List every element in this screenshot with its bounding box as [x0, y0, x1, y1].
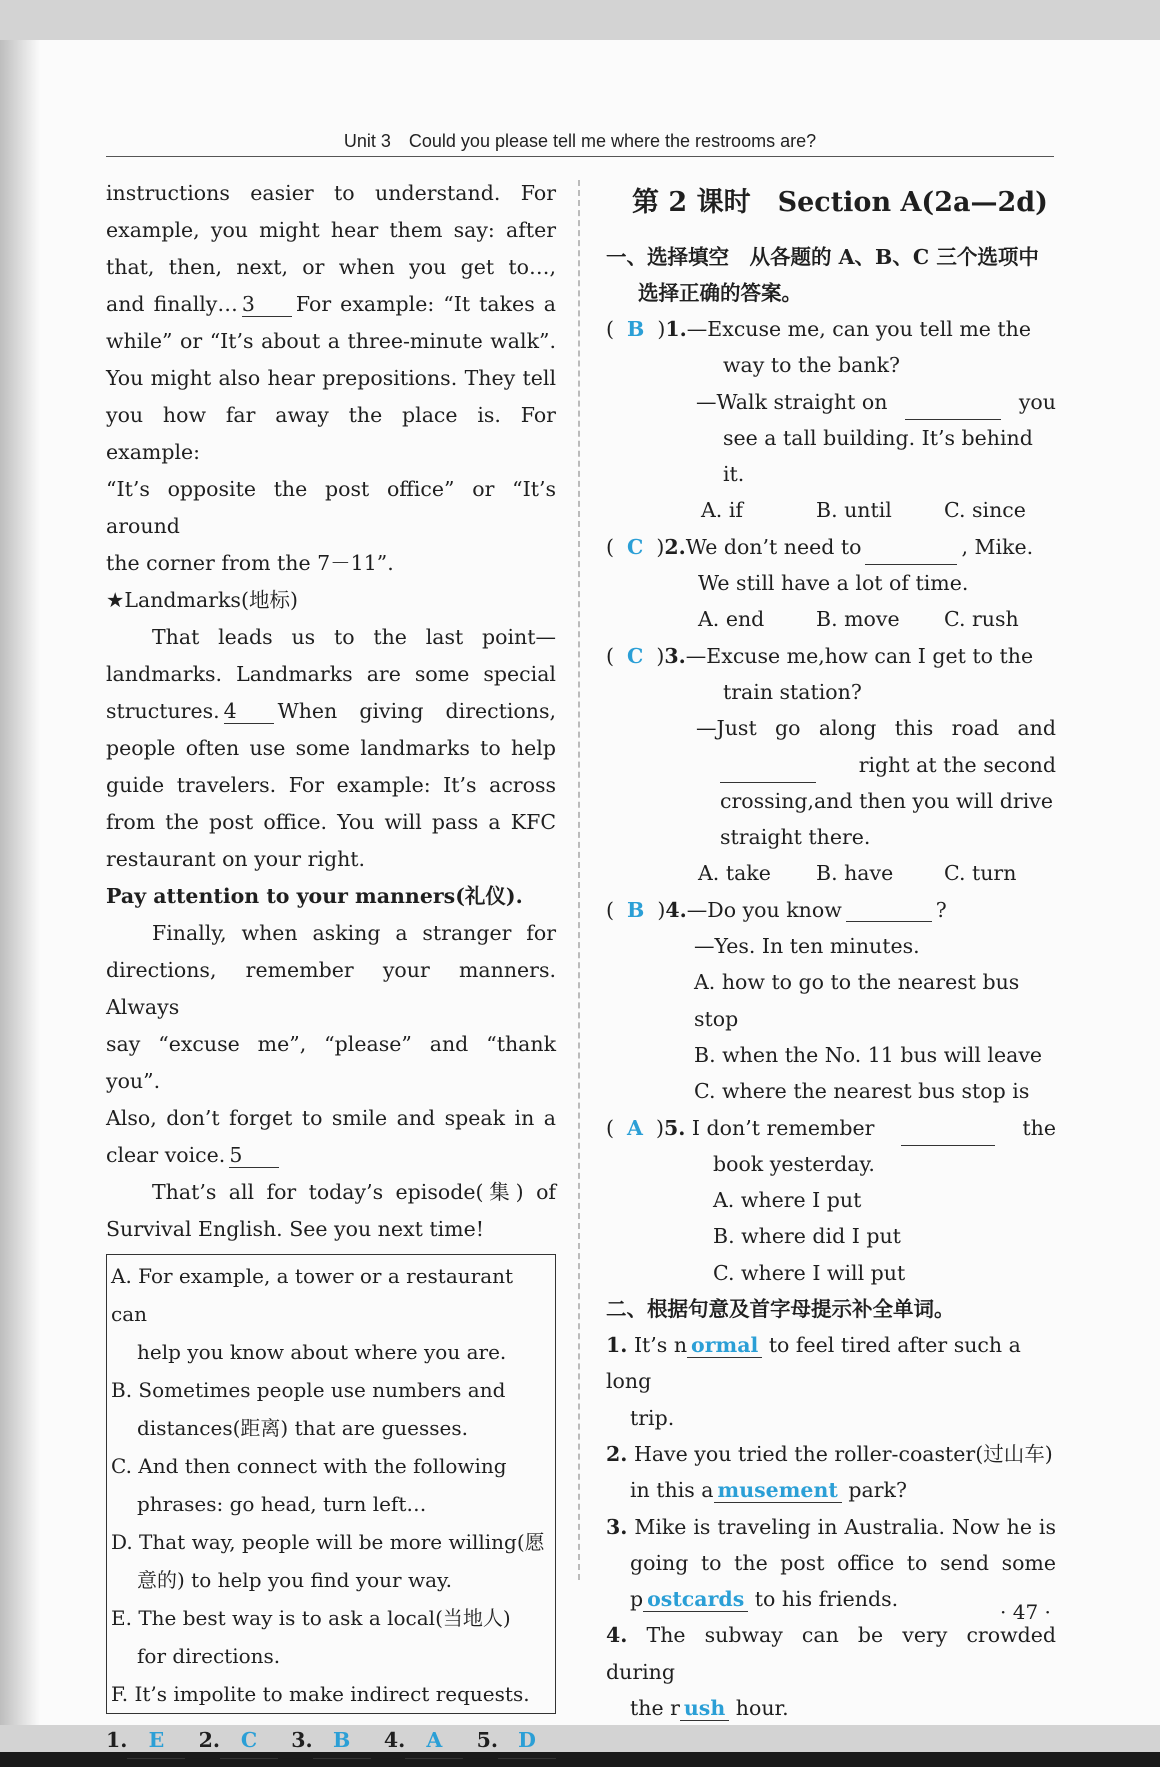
answer-mark[interactable]: B — [627, 317, 645, 341]
text-line: restaurant on your right. — [106, 847, 366, 871]
question-line: train station? — [723, 679, 862, 704]
question-line: straight there. — [720, 825, 871, 850]
blank — [905, 384, 1001, 420]
option-d: D. That way, people will be more willing(愿 — [111, 1530, 545, 1554]
text-line: people often use some landmarks to help — [106, 736, 556, 760]
fill-line: trip. — [630, 1405, 675, 1430]
fill-answer[interactable]: ush — [680, 1696, 729, 1721]
text-line: example, you might hear them say: after — [106, 218, 556, 242]
options-line: A. if B. until C. since — [701, 498, 1026, 523]
fill-line: p ostcards to his friends. — [630, 1587, 899, 1612]
answer-mark[interactable]: C — [627, 643, 644, 668]
option-f: F. It’s impolite to make indirect requests. — [111, 1682, 530, 1706]
option-line: A. where I put — [713, 1188, 862, 1213]
answer-mark[interactable]: A — [627, 1115, 643, 1140]
text-line: guide travelers. For example: It’s across — [106, 773, 556, 797]
text-line: That leads us to the last point— — [152, 625, 556, 649]
text-line: that, then, next, or when you get to…, — [106, 255, 556, 279]
option-line: B. when the No. 11 bus will leave — [694, 1042, 1043, 1067]
question-line: We still have a lot of time. — [698, 571, 969, 596]
text-line: instructions easier to understand. For — [106, 181, 556, 205]
answer-blank[interactable]: B — [313, 1722, 371, 1759]
text-line: directions, remember your manners. Always — [106, 958, 556, 1019]
text-line: structures. 4 When giving directions, — [106, 699, 556, 723]
text-line: Finally, when asking a stranger for — [152, 921, 556, 945]
question-line: book yesterday. — [713, 1151, 875, 1176]
question-1: ( B )1.—Excuse me, can you tell me the — [606, 317, 1032, 341]
text-line: You might also hear prepositions. They tell — [106, 366, 556, 390]
fill-answer[interactable]: ostcards — [643, 1587, 748, 1612]
blank-5: 5 — [229, 1144, 279, 1168]
section-1-heading: 一、选择填空 从各题的 A、B、C 三个选项中 — [606, 245, 1039, 269]
answer-item: 1. E — [106, 1722, 185, 1759]
option-a-cont: help you know about where you are. — [137, 1340, 507, 1364]
blank — [865, 529, 957, 565]
option-c-cont: phrases: go head, turn left… — [137, 1492, 427, 1516]
answer-blank[interactable]: C — [220, 1722, 278, 1759]
option-line: A. how to go to the nearest bus stop — [694, 970, 1020, 1031]
landmarks-heading: ★Landmarks(地标) — [106, 588, 298, 612]
answer-item: 4. A — [384, 1722, 463, 1759]
page-number: · 47 · — [1000, 1600, 1051, 1624]
header-rule — [106, 156, 1054, 157]
question-line: see a tall building. It’s behind it. — [723, 425, 1033, 487]
question-line: —Walk straight on you — [606, 384, 1056, 420]
question-line: crossing,and then you will drive — [720, 788, 1053, 813]
question-line: right at the second — [606, 747, 1056, 783]
running-header: Unit 3 Could you please tell me where the restrooms are? — [343, 131, 817, 151]
section-2-heading: 二、根据句意及首字母提示补全单词。 — [606, 1297, 955, 1322]
option-a: A. For example, a tower or a restaurant can — [111, 1264, 514, 1326]
fill-4: 4. The subway can be very crowded during — [606, 1623, 1056, 1684]
text-line: Survival English. See you next time! — [106, 1217, 484, 1241]
answer-mark[interactable]: B — [627, 897, 645, 922]
option-b-cont: distances(距离) that are guesses. — [137, 1416, 468, 1440]
question-2: ( C )2.We don’t need to , Mike. — [606, 529, 1056, 565]
lesson-title: 第 2 课时 Section A(2a—2d) — [632, 187, 1048, 218]
text-line: That’s all for today’s episode(集) of — [152, 1180, 556, 1204]
options-line: A. end B. move C. rush — [698, 607, 1019, 632]
answer-item: 3. B — [291, 1722, 370, 1759]
fill-answer[interactable]: ormal — [687, 1333, 762, 1358]
question-5: ( A )5. I don’t remember the — [606, 1110, 1056, 1146]
option-line: B. where did I put — [713, 1224, 901, 1249]
text-line: say “excuse me”, “please” and “thank you”. — [106, 1032, 556, 1093]
fill-line: going to the post office to send some — [630, 1550, 1056, 1575]
text-line: the corner from the 7－11”. — [106, 551, 394, 575]
blank-3: 3 — [242, 293, 292, 317]
fill-1: 1. It’s n ormal to feel tired after such a long — [606, 1333, 1021, 1394]
text-line: clear voice. 5 — [106, 1137, 556, 1174]
answer-blank[interactable]: A — [405, 1722, 463, 1759]
options-line: A. take B. have C. turn — [698, 861, 1017, 886]
answer-mark[interactable]: C — [627, 534, 644, 559]
question-4: ( B )4.—Do you know ? — [606, 897, 947, 922]
manners-heading: Pay attention to your manners(礼仪). — [106, 884, 523, 908]
column-divider — [578, 180, 580, 1580]
option-d-cont: 意的) to help you find your way. — [137, 1568, 453, 1592]
option-c: C. And then connect with the following — [111, 1454, 507, 1478]
fill-line: the r ush hour. — [630, 1695, 789, 1720]
right-column — [606, 183, 1056, 1726]
question-3: ( C )3.—Excuse me,how can I get to the — [606, 643, 1034, 668]
section-1-heading-cont: 选择正确的答案。 — [638, 281, 802, 305]
option-e-cont: for directions. — [137, 1644, 281, 1668]
option-line: C. where I will put — [713, 1260, 906, 1285]
option-b: B. Sometimes people use numbers and — [111, 1378, 506, 1402]
text-line: “It’s opposite the post office” or “It’s around — [106, 477, 556, 538]
question-line: way to the bank? — [723, 353, 901, 378]
answer-item: 2. C — [199, 1722, 278, 1759]
fill-2: 2. Have you tried the roller-coaster(过山车) — [606, 1441, 1053, 1466]
fill-3: 3. Mike is traveling in Australia. Now he is — [606, 1514, 1056, 1539]
page-shadow — [0, 40, 40, 1725]
answer-item: 5. D — [477, 1722, 556, 1759]
blank-4: 4 — [224, 700, 274, 724]
option-e: E. The best way is to ask a local(当地人) — [111, 1606, 511, 1630]
text-line: while” or “It’s about a three-minute walk”. — [106, 329, 556, 353]
question-line: —Yes. In ten minutes. — [694, 934, 920, 959]
option-line: C. where the nearest bus stop is — [694, 1079, 1030, 1104]
fill-answer[interactable]: musement — [714, 1478, 842, 1503]
text-line: Also, don’t forget to smile and speak in a — [106, 1106, 556, 1130]
left-column — [106, 175, 556, 1759]
text-line: you how far away the place is. For example: — [106, 403, 556, 464]
options-box — [106, 1254, 556, 1714]
answer-blank[interactable]: D — [498, 1722, 556, 1759]
answer-blank[interactable]: E — [127, 1722, 185, 1759]
answer-row — [106, 1722, 556, 1759]
fill-line: in this a musement park? — [630, 1478, 907, 1503]
blank — [846, 899, 932, 923]
text-line: and finally… 3 For example: “It takes a — [106, 292, 556, 316]
text-line: from the post office. You will pass a KFC — [106, 810, 556, 834]
question-line: —Just go along this road and — [696, 716, 1056, 741]
blank — [901, 1110, 995, 1146]
blank — [720, 747, 816, 783]
text-line: landmarks. Landmarks are some special — [106, 662, 556, 686]
